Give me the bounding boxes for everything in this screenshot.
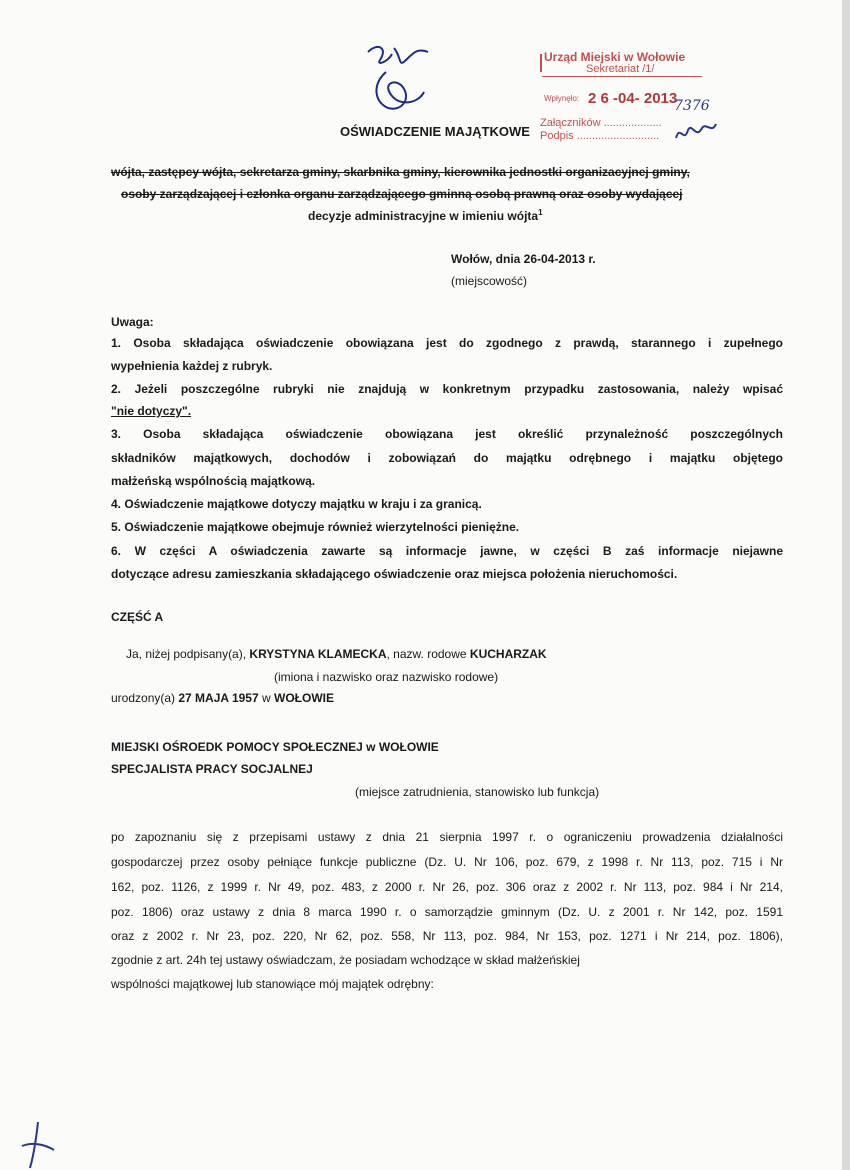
- subtitle-line-2: [121, 187, 781, 201]
- handwritten-mark: [18, 1120, 58, 1170]
- legal-para-line-1: po zapoznaniu się z przepisami ustawy z dnia 21 sierpnia 1997 r. o ograniczeniu prowadzenia działalności: [111, 830, 783, 844]
- name-caption: (imiona i nazwisko oraz nazwisko rodowe): [274, 670, 499, 684]
- declarant-line: Ja, niżej podpisany(a), KRYSTYNA KLAMECKA, nazw. rodowe KUCHARZAK: [126, 647, 547, 661]
- subtitle-line-2-text: osoby zarządzającej i członka organu zarządzającego gminną osobą prawną oraz osoby wydającej: [121, 187, 683, 201]
- stamp-signature: Podpis ...........................: [540, 130, 660, 142]
- position: SPECJALISTA PRACY SOCJALNEJ: [111, 762, 313, 776]
- stamp-office: Urząd Miejski w Wołowie: [544, 50, 686, 64]
- stamp-handwritten-number: 7376: [674, 98, 710, 114]
- legal-para-line-7: wspólności majątkowej lub stanowiące mój majątek odrębny:: [111, 977, 434, 991]
- note-1-line-2: wypełnienia każdej z rubryk.: [111, 359, 273, 373]
- place-label: (miejscowość): [451, 274, 528, 288]
- note-3-line-3: małżeńską wspólnością majątkową.: [111, 474, 316, 488]
- birth-place: WOŁOWIE: [274, 691, 334, 705]
- legal-para-line-4: poz. 1806) oraz ustawy z dnia 8 marca 1990 r. o samorządzie gminnym (Dz. U. z 2001 r. Nr 142, poz. 1591: [111, 905, 783, 919]
- declarant-maiden-name: KUCHARZAK: [469, 647, 547, 661]
- page-title: OŚWIADCZENIE MAJĄTKOWE: [340, 124, 530, 139]
- note-1-line-1: 1. Osoba składająca oświadczenie obowiązana jest do zgodnego z prawdą, starannego i zupełnego: [111, 336, 783, 350]
- subtitle-line-3: decyzje administracyjne w imieniu wójta$^1$: [308, 208, 543, 223]
- subtitle-line-1: wójta, zastępcy wójta, sekretarza gminy, skarbnika gminy, kierownika jednostki organizacyjnej gminy,: [111, 165, 690, 179]
- note-5: 5. Oświadczenie majątkowe obejmuje również wierzytelności pieniężne.: [111, 520, 520, 534]
- stamp-received-label: Wpłynęło:: [544, 94, 580, 103]
- place-date: Wołów, dnia 26-04-2013 r.: [451, 252, 596, 266]
- declarant-name: KRYSTYNA KLAMECKA: [249, 647, 387, 661]
- stamp-received-date: 2 6 -04- 2013: [588, 90, 678, 107]
- legal-para-line-6: zgodnie z art. 24h tej ustawy oświadczam, że posiadam wchodzące w skład małżeńskiej: [111, 953, 580, 967]
- scan-edge: [842, 0, 850, 1170]
- note-4: 4. Oświadczenie majątkowe dotyczy majątku w kraju i za granicą.: [111, 497, 482, 511]
- legal-para-line-3: 162, poz. 1126, z 1999 r. Nr 49, poz. 483, z 2000 r. Nr 26, poz. 306 oraz z 2002 r. Nr 113, poz. 984 i Nr 214,: [111, 880, 783, 894]
- part-a-heading: CZĘŚĆ A: [111, 610, 164, 624]
- note-3-line-1: 3. Osoba składająca oświadczenie obowiązana jest określić przynależność poszczególnych: [111, 427, 783, 441]
- birth-line: urodzony(a) 27 MAJA 1957 w WOŁOWIE: [111, 691, 334, 705]
- note-6-line-2: dotyczące adresu zamieszkania składającego oświadczenie oraz miejsca położenia nieruchomości.: [111, 567, 678, 581]
- stamp-attachments: Załączników ...................: [540, 117, 662, 129]
- note-6-line-1: 6. W części A oświadczenia zawarte są informacje jawne, w części B zaś informacje niejawne: [111, 544, 783, 558]
- employer: MIEJSKI OŚROEDK POMOCY SPOŁECZNEJ w WOŁOWIE: [111, 740, 439, 754]
- handwritten-stamp-initials: [672, 118, 720, 148]
- birth-date: 27 MAJA 1957: [178, 691, 259, 705]
- footnote-mark: 1: [538, 208, 543, 217]
- notes-heading: Uwaga:: [111, 315, 154, 329]
- note-2-line-2: "nie dotyczy".: [111, 404, 192, 418]
- employer-caption: (miejsce zatrudnienia, stanowisko lub funkcja): [355, 785, 600, 799]
- stamp-dept: Sekretariat /1/: [586, 63, 655, 75]
- legal-para-line-2: gospodarczej przez osoby pełniące funkcje publiczne (Dz. U. Nr 106, poz. 679, z 1998 r. Nr 113, poz. 715 i Nr: [111, 855, 783, 869]
- note-3-line-2: składników majątkowych, dochodów i zobowiązań do majątku odrębnego i majątku objętego: [111, 451, 783, 465]
- legal-para-line-5: oraz z 2002 r. Nr 23, poz. 220, Nr 62, poz. 558, Nr 113, poz. 984, Nr 153, poz. 1271 i Nr 214, poz. 1806),: [111, 929, 783, 943]
- note-2-line-1: 2. Jeżeli poszczególne rubryki nie znajdują w konkretnym przypadku zastosowania, należy wpisać: [111, 382, 783, 396]
- handwritten-initials: [358, 38, 438, 118]
